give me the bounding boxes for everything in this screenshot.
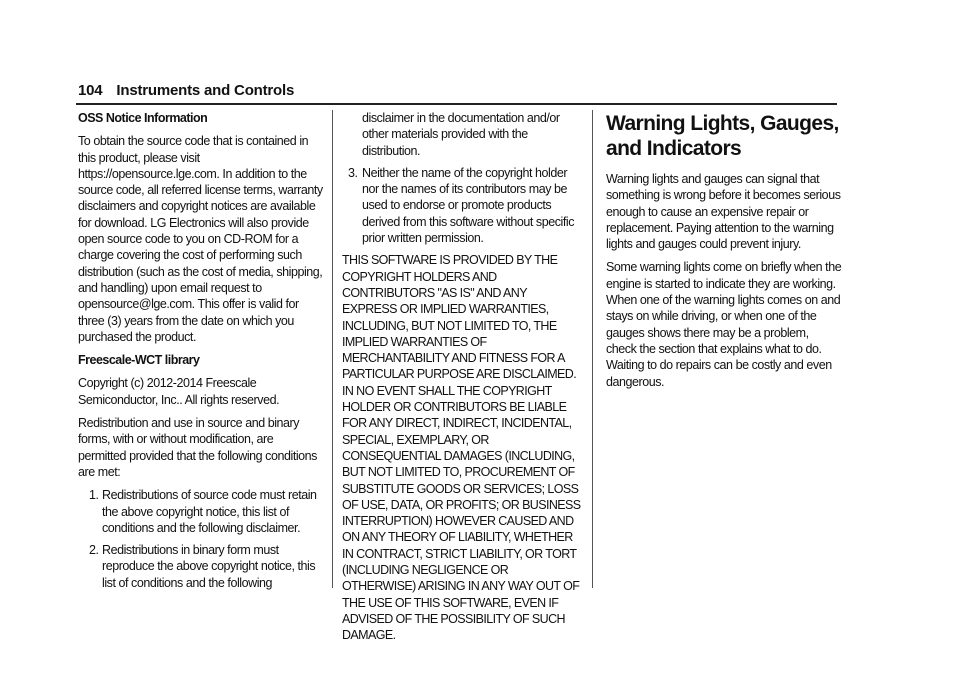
header-rule [76,103,837,105]
list-number: 3. [348,165,358,180]
column-divider [592,110,593,588]
column-middle [342,110,582,651]
warning-paragraph-1: Warning lights and gauges can signal that something is wrong before it becomes serious enough to cause an expensive repair or replacement. Paying attention to the warning lights and gauges could prevent injury. [606,172,841,252]
list-text: Redistributions in binary form must reproduce the above copyright notice, this list of conditions and the following [102,543,316,590]
list-item-continued [342,110,582,159]
column-left [78,110,323,597]
oss-heading: OSS Notice Information [78,111,208,125]
library-heading: Freescale-WCT library [78,353,200,368]
disclaimer-paragraph: THIS SOFTWARE IS PROVIDED BY THE COPYRIGHT HOLDERS AND CONTRIBUTORS "AS IS" AND ANY EXPRESS OR IMPLIED WARRANTIES, INCLUDING, BUT NOT LIMITED TO, THE IMPLIED WARRANTIES OF MERCHANTABILITY AND FITNESS FOR A PARTICULAR PURPOSE ARE DISCLAIMED. IN NO EVENT SHALL THE COPYRIGHT HOLDER OR CONTRIBUTORS BE LIABLE FOR ANY DIRECT, INDIRECT, INCIDENTAL, SPECIAL, EXEMPLARY, OR CONSEQUENTIAL DAMAGES (INCLUDING, BUT NOT LIMITED TO, PROCUREMENT OF SUBSTITUTE GOODS OR SERVICES; LOSS OF USE, DATA, OR PROFITS; OR BUSINESS INTERRUPTION) HOWEVER CAUSED AND ON ANY THEORY OF LIABILITY, WHETHER IN CONTRACT, STRICT LIABILITY, OR TORT (INCLUDING NEGLIGENCE OR OTHERWISE) ARISING IN ANY WAY OUT OF THE USE OF THIS SOFTWARE, EVEN IF ADVISED OF THE POSSIBILITY OF SUCH DAMAGE. [342,253,581,643]
copyright-paragraph: Copyright (c) 2012-2014 Freescale Semiconductor, Inc.. All rights reserved. [78,376,280,407]
list-item [78,542,323,591]
column-right [606,110,842,397]
oss-paragraph: To obtain the source code that is contained in this product, please visit https://opensource.lge.com. In addition to the source code, all referred license terms, warranty disclaimers and copyright notices are available for download. LG Electronics will also provide open source code to you on CD-ROM for a charge covering the cost of performing such distribution (such as the cost of media, shipping, and handling) upon email request to opensource@lge.com. This offer is valid for three (3) years from the date on which you purchased the product. [78,134,323,344]
redistribution-paragraph: Redistribution and use in source and binary forms, with or without modification, are permitted provided that the following conditions are met: [78,416,317,479]
list-text: disclaimer in the documentation and/or other materials provided with the distribution. [362,111,560,158]
list-item [342,165,582,246]
column-divider [332,110,333,588]
list-text: Redistributions of source code must retain the above copyright notice, this list of conditions and the following disclaimer. [102,488,317,535]
list-text: Neither the name of the copyright holder nor the names of its contributors may be used to endorse or promote products derived from this software without specific prior written permission. [362,165,574,246]
list-number: 1. [89,488,99,503]
list-item [78,487,323,536]
page-number: 104 [78,82,103,99]
page-header [78,82,294,99]
warning-paragraph-2: Some warning lights come on briefly when the engine is started to indicate they are working. When one of the warning lights comes on and stays on while driving, or when one of the gauges shows there may be a problem, check the section that explains what to do. Waiting to do repairs can be costly and even dangerous. [606,260,842,389]
section-title: Instruments and Controls [116,82,295,99]
list-number: 2. [89,543,99,558]
section-heading: Warning Lights, Gauges, and Indicators [606,112,839,160]
